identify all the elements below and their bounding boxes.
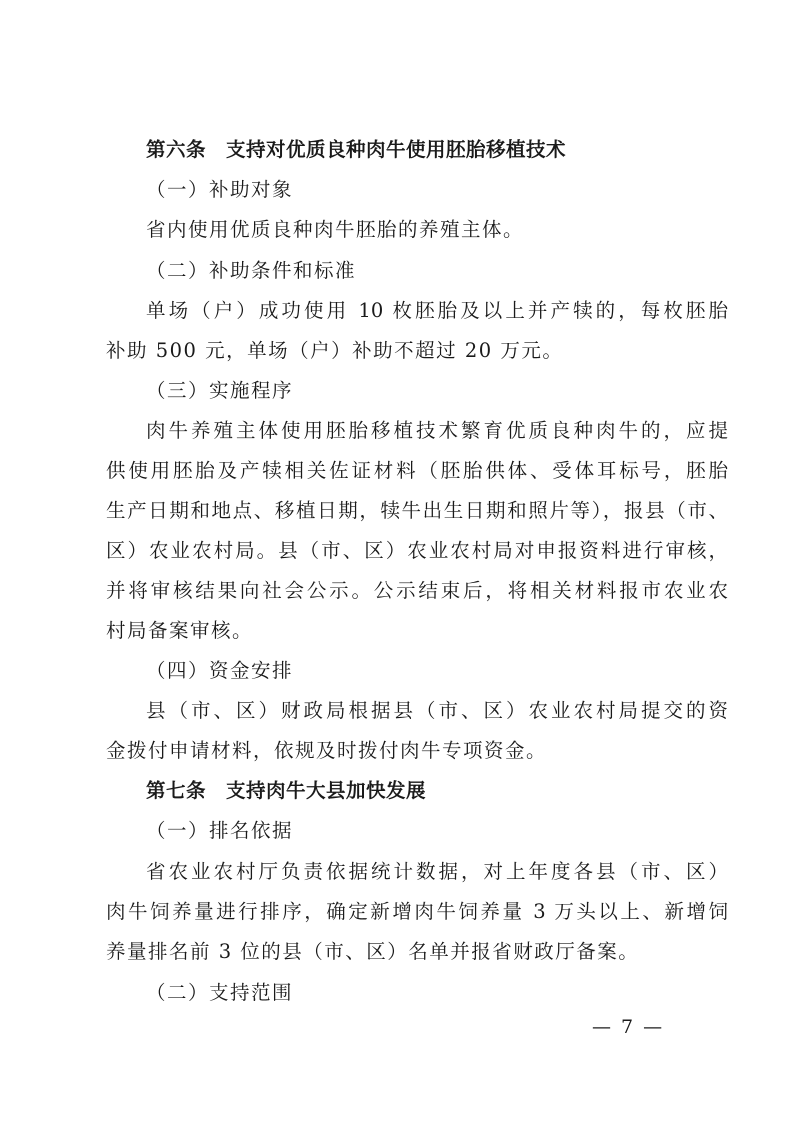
- article-6-section-3-title: （三）实施程序: [146, 379, 294, 402]
- article-7-section-1-line-1: 省农业农村厅负责依据统计数据，对上年度各县（市、区）: [146, 860, 728, 883]
- article-7-section-2-title: （二）支持范围: [146, 981, 294, 1004]
- article-7-section-1-line-2: 肉牛饲养量进行排序，确定新增肉牛饲养量 3 万头以上、新增饲: [106, 900, 728, 923]
- article-6-section-1-text: 省内使用优质良种肉牛胚胎的养殖主体。: [146, 218, 525, 241]
- article-6-section-3-line-4: 区）农业农村局。县（市、区）农业农村局对申报资料进行审核，: [106, 539, 728, 562]
- article-6-section-4-title: （四）资金安排: [146, 659, 294, 682]
- article-6-section-4-line-2: 金拨付申请材料，依规及时拨付肉牛专项资金。: [106, 739, 548, 762]
- article-6-section-2-line-1: 单场（户）成功使用 10 枚胚胎及以上并产犊的，每枚胚胎: [146, 299, 728, 322]
- article-6-section-2-line-2: 补助 500 元，单场（户）补助不超过 20 万元。: [106, 339, 564, 362]
- article-6-section-4-line-1: 县（市、区）财政局根据县（市、区）农业农村局提交的资: [146, 699, 728, 722]
- article-6-heading: 第六条 支持对优质良种肉牛使用胚胎移植技术: [146, 138, 567, 161]
- article-6-section-3-line-5: 并将审核结果向社会公示。公示结束后，将相关材料报市农业农: [106, 579, 728, 602]
- article-6-section-3-line-1: 肉牛养殖主体使用胚胎移植技术繁育优质良种肉牛的，应提: [146, 419, 728, 442]
- article-6-section-3-line-2: 供使用胚胎及产犊相关佐证材料（胚胎供体、受体耳标号，胚胎: [106, 459, 728, 482]
- article-6-section-3-line-3: 生产日期和地点、移植日期，犊牛出生日期和照片等），报县（市、: [106, 499, 728, 522]
- article-6-section-3-line-6: 村局备案审核。: [106, 619, 254, 642]
- article-7-heading: 第七条 支持肉牛大县加快发展: [146, 779, 427, 802]
- article-7-section-1-line-3: 养量排名前 3 位的县（市、区）名单并报省财政厅备案。: [106, 940, 640, 963]
- article-7-section-1-title: （一）排名依据: [146, 819, 294, 842]
- article-6-section-2-title: （二）补助条件和标准: [146, 259, 357, 282]
- page-number: — 7 —: [592, 1016, 665, 1038]
- article-6-section-1-title: （一）补助对象: [146, 178, 294, 201]
